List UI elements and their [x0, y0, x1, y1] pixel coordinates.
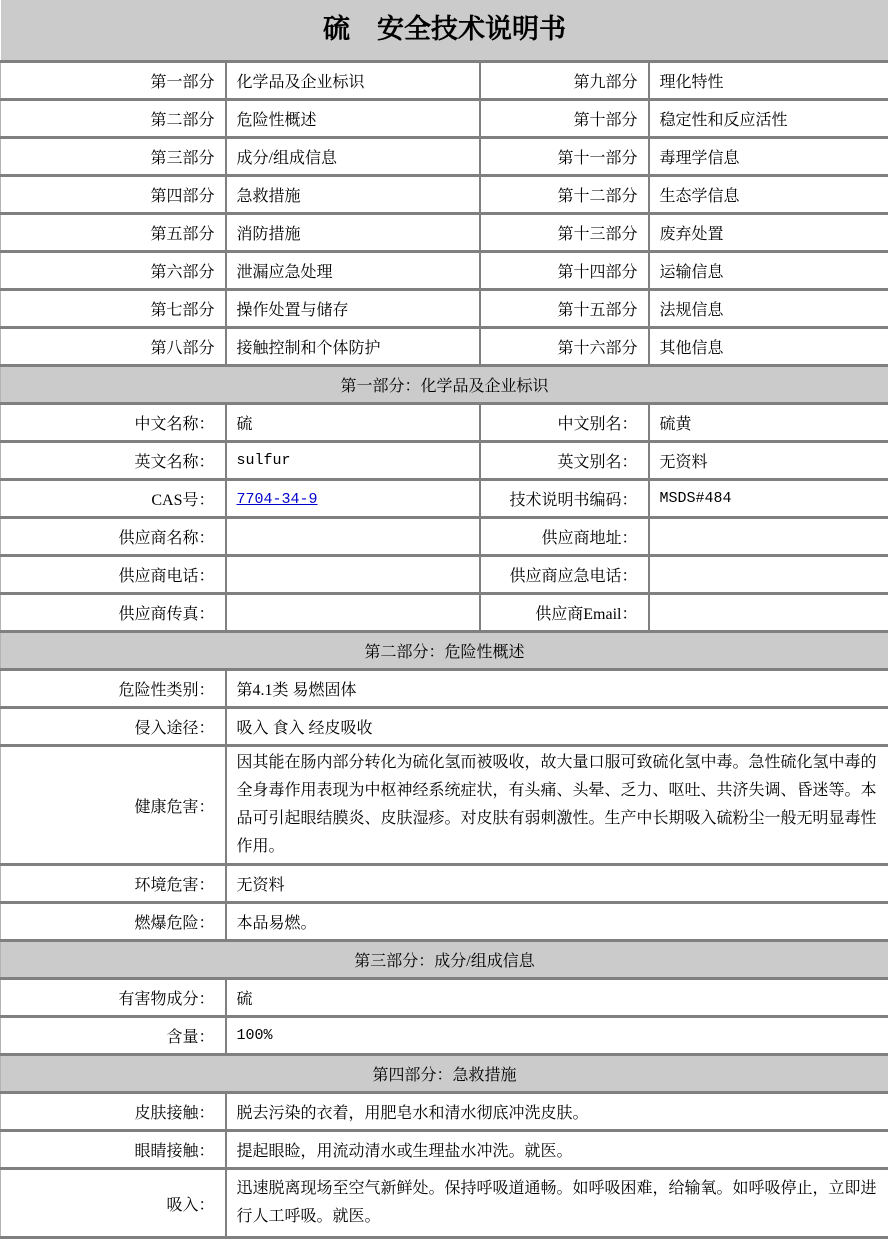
toc-part-number: 第二部分 — [1, 100, 226, 138]
cas-number-link[interactable]: 7704-34-9 — [237, 491, 318, 508]
supplier-email-value — [649, 594, 888, 632]
section3-heading: 第三部分：成分/组成信息 — [1, 941, 888, 979]
field-label: 供应商地址： — [480, 518, 649, 556]
section-header-row — [1, 1055, 888, 1093]
supplier-name-value — [226, 518, 480, 556]
toc-part-number: 第十五部分 — [480, 290, 649, 328]
hazardous-component-value: 硫 — [226, 979, 888, 1017]
row-cas-number — [1, 480, 888, 518]
msds-code-value: MSDS#484 — [649, 480, 888, 518]
row-inhalation — [1, 1169, 888, 1238]
field-label: 英文名称： — [1, 442, 226, 480]
field-label: 供应商名称： — [1, 518, 226, 556]
toc-row — [1, 252, 888, 290]
toc-row — [1, 328, 888, 366]
supplier-fax-value — [226, 594, 480, 632]
supplier-phone-value — [226, 556, 480, 594]
toc-part-number: 第十六部分 — [480, 328, 649, 366]
toc-row — [1, 138, 888, 176]
content-percentage-value: 100% — [226, 1017, 888, 1055]
toc-part-title: 操作处置与储存 — [226, 290, 480, 328]
cas-number-cell — [226, 480, 480, 518]
toc-row — [1, 214, 888, 252]
toc-part-title: 接触控制和个体防护 — [226, 328, 480, 366]
field-label: 供应商Email： — [480, 594, 649, 632]
row-hazardous-component — [1, 979, 888, 1017]
supplier-address-value — [649, 518, 888, 556]
toc-part-title: 废弃处置 — [649, 214, 888, 252]
toc-part-number: 第五部分 — [1, 214, 226, 252]
row-fire-explosion-hazard — [1, 903, 888, 941]
document-title: 硫 安全技术说明书 — [1, 0, 888, 62]
title-row — [1, 0, 888, 62]
exposure-routes-value: 吸入 食入 经皮吸收 — [226, 708, 888, 746]
environmental-hazards-value: 无资料 — [226, 865, 888, 903]
section1-heading: 第一部分：化学品及企业标识 — [1, 366, 888, 404]
toc-part-number: 第十一部分 — [480, 138, 649, 176]
field-label: 中文名称： — [1, 404, 226, 442]
toc-part-number: 第一部分 — [1, 62, 226, 100]
supplier-emergency-phone-value — [649, 556, 888, 594]
field-label: 技术说明书编码： — [480, 480, 649, 518]
field-label: 皮肤接触： — [1, 1093, 226, 1131]
field-label: 眼睛接触： — [1, 1131, 226, 1169]
field-label: CAS号： — [1, 480, 226, 518]
field-label: 中文别名： — [480, 404, 649, 442]
field-label: 健康危害： — [1, 746, 226, 865]
row-supplier-name — [1, 518, 888, 556]
toc-part-number: 第十二部分 — [480, 176, 649, 214]
section-header-row — [1, 941, 888, 979]
toc-row — [1, 290, 888, 328]
toc-part-title: 成分/组成信息 — [226, 138, 480, 176]
toc-part-title: 泄漏应急处理 — [226, 252, 480, 290]
chinese-name-value: 硫 — [226, 404, 480, 442]
eye-contact-value: 提起眼睑，用流动清水或生理盐水冲洗。就医。 — [226, 1131, 888, 1169]
toc-part-number: 第十四部分 — [480, 252, 649, 290]
toc-row — [1, 176, 888, 214]
toc-part-title: 生态学信息 — [649, 176, 888, 214]
toc-row — [1, 100, 888, 138]
toc-part-number: 第七部分 — [1, 290, 226, 328]
row-hazard-class — [1, 670, 888, 708]
field-label: 英文别名： — [480, 442, 649, 480]
field-label: 燃爆危险： — [1, 903, 226, 941]
section-header-row — [1, 366, 888, 404]
row-health-hazards — [1, 746, 888, 865]
toc-part-number: 第十部分 — [480, 100, 649, 138]
row-supplier-phone — [1, 556, 888, 594]
section-header-row — [1, 632, 888, 670]
field-label: 有害物成分： — [1, 979, 226, 1017]
toc-part-title: 法规信息 — [649, 290, 888, 328]
row-exposure-routes — [1, 708, 888, 746]
toc-part-number: 第八部分 — [1, 328, 226, 366]
inhalation-value: 迅速脱离现场至空气新鲜处。保持呼吸道通畅。如呼吸困难，给输氧。如呼吸停止，立即进行人工呼吸。就医。 — [226, 1169, 888, 1238]
fire-explosion-hazard-value: 本品易燃。 — [226, 903, 888, 941]
row-supplier-fax — [1, 594, 888, 632]
english-name-value: sulfur — [226, 442, 480, 480]
field-label: 供应商电话： — [1, 556, 226, 594]
health-hazards-value: 因其能在肠内部分转化为硫化氢而被吸收，故大量口服可致硫化氢中毒。急性硫化氢中毒的全身毒作用表现为中枢神经系统症状，有头痛、头晕、乏力、呕吐、共济失调、昏迷等。本品可引起眼结膜炎、皮肤湿疹。对皮肤有弱刺激性。生产中长期吸入硫粉尘一般无明显毒性作用。 — [226, 746, 888, 865]
toc-part-title: 毒理学信息 — [649, 138, 888, 176]
field-label: 供应商应急电话： — [480, 556, 649, 594]
row-chinese-name — [1, 404, 888, 442]
toc-part-title: 稳定性和反应活性 — [649, 100, 888, 138]
toc-part-title: 理化特性 — [649, 62, 888, 100]
toc-part-number: 第三部分 — [1, 138, 226, 176]
field-label: 环境危害： — [1, 865, 226, 903]
section2-heading: 第二部分：危险性概述 — [1, 632, 888, 670]
toc-row — [1, 62, 888, 100]
toc-part-number: 第十三部分 — [480, 214, 649, 252]
toc-part-title: 其他信息 — [649, 328, 888, 366]
field-label: 吸入： — [1, 1169, 226, 1238]
row-english-name — [1, 442, 888, 480]
field-label: 侵入途径： — [1, 708, 226, 746]
toc-part-number: 第九部分 — [480, 62, 649, 100]
toc-part-title: 急救措施 — [226, 176, 480, 214]
field-label: 危险性类别： — [1, 670, 226, 708]
section4-heading: 第四部分：急救措施 — [1, 1055, 888, 1093]
toc-part-title: 运输信息 — [649, 252, 888, 290]
row-content-percentage — [1, 1017, 888, 1055]
chinese-alias-value: 硫黄 — [649, 404, 888, 442]
field-label: 供应商传真： — [1, 594, 226, 632]
hazard-class-value: 第4.1类 易燃固体 — [226, 670, 888, 708]
toc-part-title: 消防措施 — [226, 214, 480, 252]
toc-part-number: 第四部分 — [1, 176, 226, 214]
toc-part-title: 化学品及企业标识 — [226, 62, 480, 100]
field-label: 含量： — [1, 1017, 226, 1055]
english-alias-value: 无资料 — [649, 442, 888, 480]
row-eye-contact — [1, 1131, 888, 1169]
row-environmental-hazards — [1, 865, 888, 903]
row-skin-contact — [1, 1093, 888, 1131]
toc-part-number: 第六部分 — [1, 252, 226, 290]
skin-contact-value: 脱去污染的衣着，用肥皂水和清水彻底冲洗皮肤。 — [226, 1093, 888, 1131]
toc-part-title: 危险性概述 — [226, 100, 480, 138]
